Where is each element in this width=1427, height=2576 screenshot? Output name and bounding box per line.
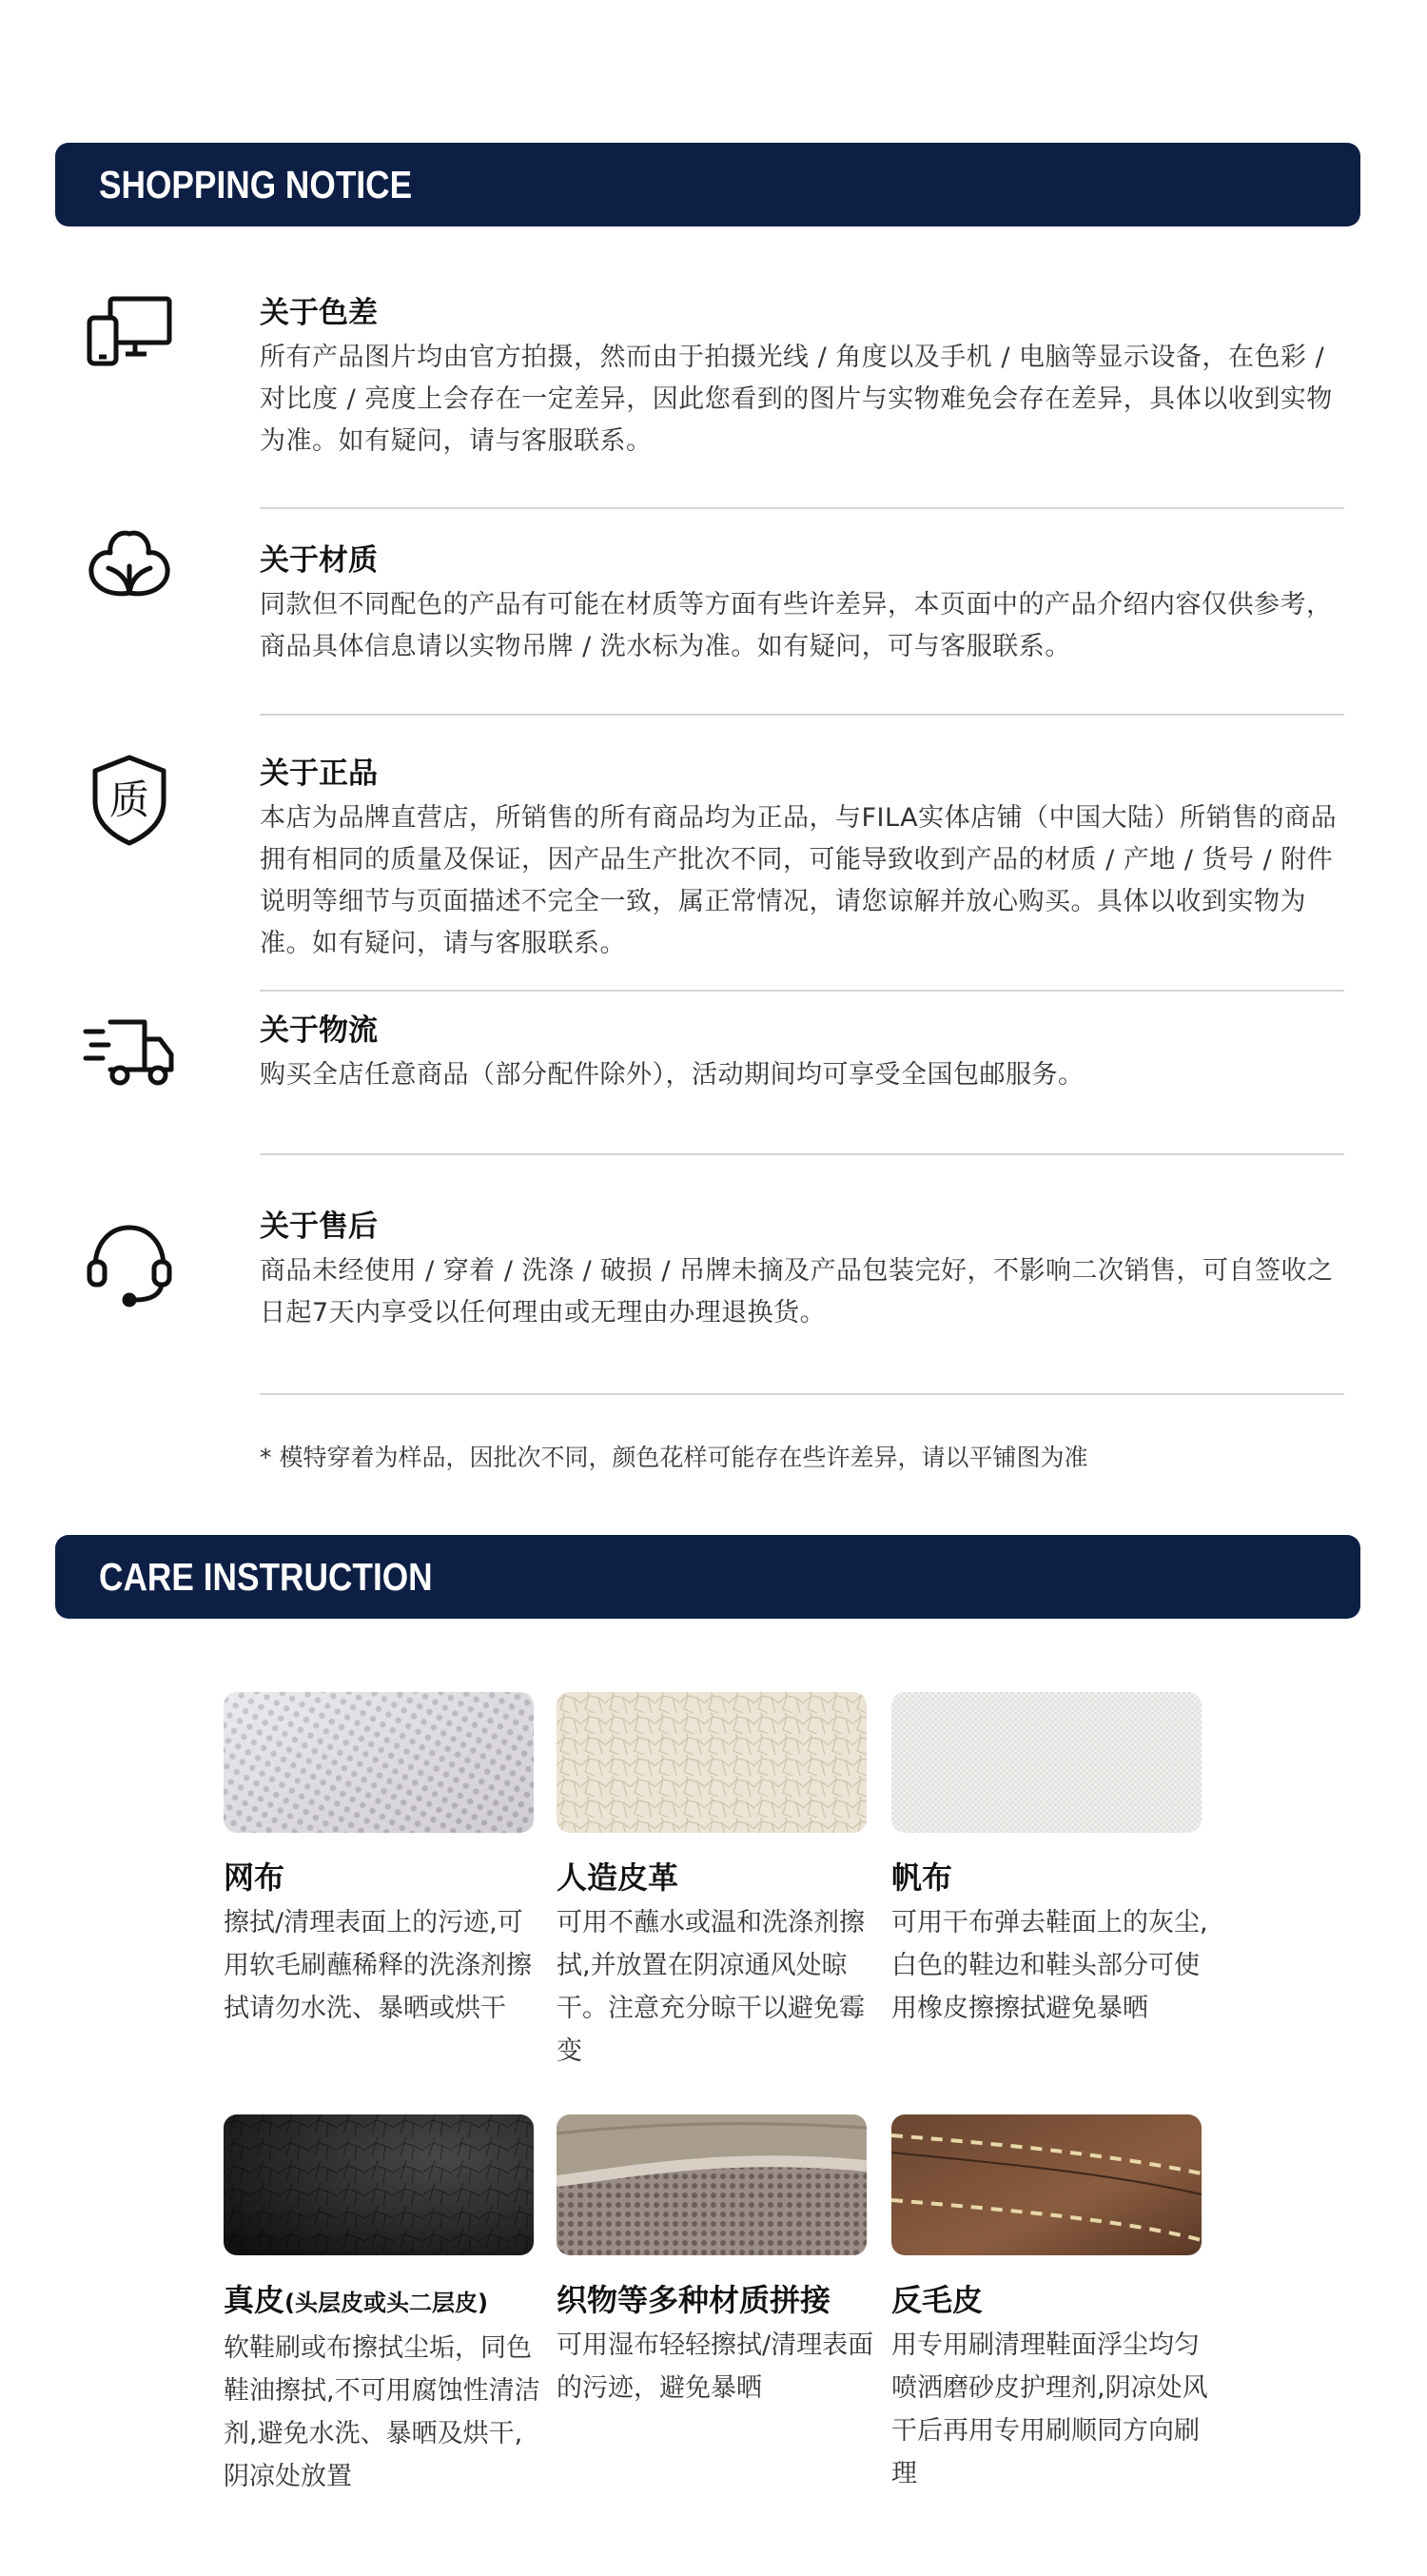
delivery-truck-icon <box>82 1001 177 1096</box>
synthetic-leather-swatch <box>557 1692 867 1833</box>
shopping-notice-title: SHOPPING NOTICE <box>99 162 413 206</box>
care-title <box>557 1856 876 1899</box>
notice-title: 关于物流 <box>260 1013 378 1048</box>
mixed-material-swatch <box>557 2114 867 2255</box>
headset-icon <box>82 1214 177 1309</box>
notice-logistics <box>260 1011 1344 1096</box>
mesh-fabric-swatch <box>224 1692 534 1833</box>
care-genuine-leather <box>224 2278 543 2498</box>
care-body: 擦拭/清理表面上的污迹,可用软毛刷蘸稀释的洗涤剂擦拭请勿水洗、暴晒或烘干 <box>224 1908 532 2023</box>
care-mixed-material <box>557 2278 876 2409</box>
care-title <box>891 1856 1211 1899</box>
shield-glyph: 质 <box>108 777 150 823</box>
notice-material <box>260 541 1344 668</box>
notice-title: 关于正品 <box>260 757 378 791</box>
notice-after-sales <box>260 1207 1344 1334</box>
notice-title: 关于售后 <box>260 1209 378 1244</box>
notice-body: 本店为品牌直营店，所销售的所有商品均为正品，与FILA实体店铺（中国大陆）所销售的商品拥有相同的质量及保证，因产品生产批次不同，可能导致收到产品的材质 / 产地 / 货号 / 附件说明等细节与页面描述不完全一致，属正常情况，请您谅解并放心购买。具体以收到实物为准。如有疑问，请与客服联系。 <box>260 803 1338 958</box>
shopping-notice-banner <box>55 143 1360 226</box>
care-title <box>891 2278 1211 2322</box>
care-instruction-title: CARE INSTRUCTION <box>99 1554 433 1599</box>
care-body: 可用湿布轻轻擦拭/清理表面的污迹，避免暴晒 <box>557 2330 874 2403</box>
notice-body: 同款但不同配色的产品有可能在材质等方面有些许差异，本页面中的产品介绍内容仅供参考，商品具体信息请以实物吊牌 / 洗水标为准。如有疑问，可与客服联系。 <box>260 590 1333 661</box>
care-body: 可用干布弹去鞋面上的灰尘,白色的鞋边和鞋头部分可使用橡皮擦擦拭避免暴晒 <box>891 1908 1208 2023</box>
suede-swatch <box>891 2114 1202 2255</box>
devices-icon <box>82 285 177 381</box>
care-title-main: 网布 <box>224 1859 285 1896</box>
care-title <box>557 2278 876 2322</box>
notice-title: 关于材质 <box>260 543 378 578</box>
care-title-main: 织物等多种材质拼接 <box>557 2282 831 2318</box>
care-title-main: 帆布 <box>891 1859 953 1896</box>
care-title-main: 真皮 <box>224 2282 285 2318</box>
care-canvas <box>891 1856 1211 2030</box>
canvas-swatch <box>891 1692 1202 1833</box>
genuine-leather-swatch <box>224 2114 534 2255</box>
divider <box>260 714 1344 716</box>
care-body: 可用不蘸水或温和洗涤剂擦拭,并放置在阴凉通风处晾干。注意充分晾干以避免霉变 <box>557 1908 865 2066</box>
care-title-main: 人造皮革 <box>557 1859 679 1896</box>
care-body: 用专用刷清理鞋面浮尘均匀喷洒磨砂皮护理剂,阴凉处风干后再用专用刷顺同方向刷理 <box>891 2330 1208 2488</box>
notice-body: 购买全店任意商品（部分配件除外），活动期间均可享受全国包邮服务。 <box>260 1060 1085 1090</box>
divider <box>260 507 1344 509</box>
notice-body: 商品未经使用 / 穿着 / 洗涤 / 破损 / 吊牌未摘及产品包装完好，不影响二次销售，可自签收之日起7天内享受以任何理由或无理由办理退换货。 <box>260 1256 1334 1327</box>
care-title-main: 反毛皮 <box>891 2282 984 2318</box>
quality-shield-icon <box>82 752 177 847</box>
notice-authenticity <box>260 754 1344 965</box>
notice-body: 所有产品图片均由官方拍摄，然而由于拍摄光线 / 角度以及手机 / 电脑等显示设备，在色彩 / 对比度 / 亮度上会存在一定差异，因此您看到的图片与实物难免会存在差异，具体以收到实物为准。如有疑问，请与客服联系。 <box>260 343 1333 456</box>
care-title <box>224 1856 543 1899</box>
care-instruction-banner <box>55 1535 1360 1619</box>
notice-title: 关于色差 <box>260 296 378 330</box>
care-title <box>224 2278 543 2325</box>
care-body: 软鞋刷或布擦拭尘垢，同色鞋油擦拭,不可用腐蚀性清洁剂,避免水洗、暴晒及烘干,阴凉处放置 <box>224 2333 540 2491</box>
cotton-icon <box>82 519 177 614</box>
divider <box>260 1153 1344 1155</box>
care-synthetic-leather <box>557 1856 876 2073</box>
care-mesh <box>224 1856 543 2030</box>
divider <box>260 990 1344 992</box>
care-suede <box>891 2278 1211 2495</box>
model-sample-footnote: * 模特穿着为样品，因批次不同，颜色花样可能存在些许差异，请以平铺图为准 <box>260 1444 1088 1471</box>
notice-color-difference <box>260 293 1344 462</box>
care-title-sub: (头层皮或头二层皮) <box>284 2290 488 2316</box>
divider <box>260 1393 1344 1395</box>
